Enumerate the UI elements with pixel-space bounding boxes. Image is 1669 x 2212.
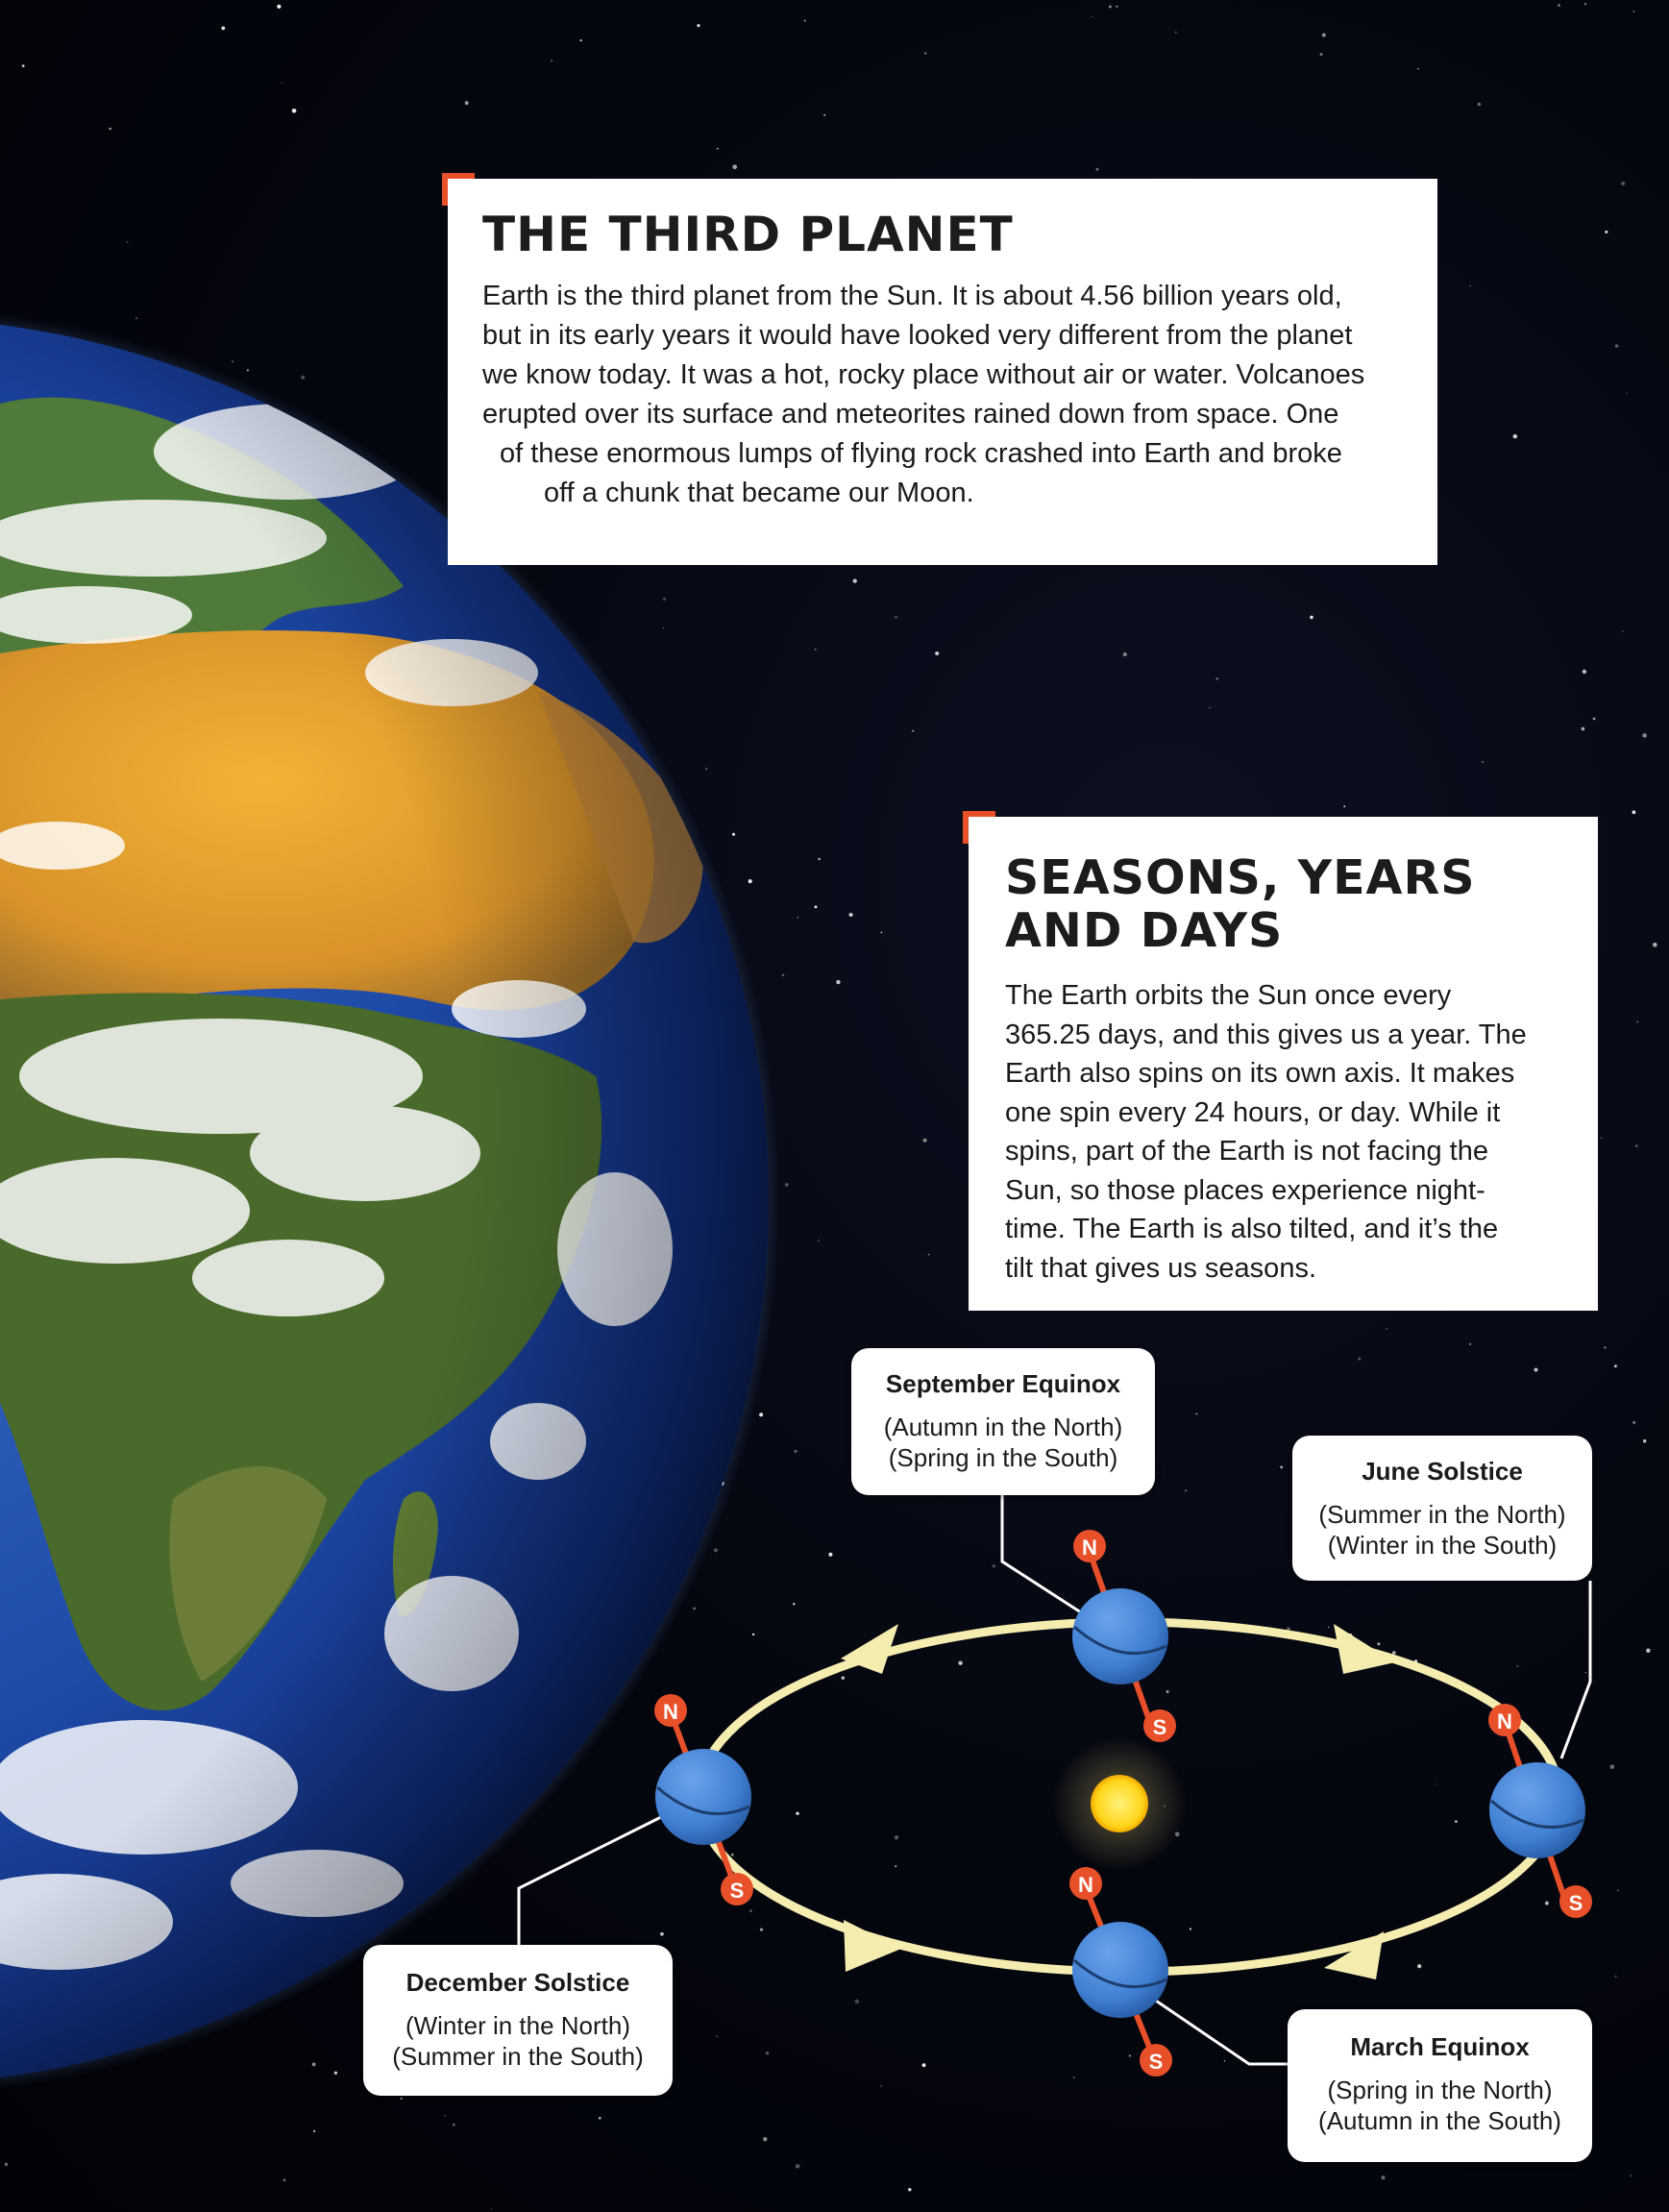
label-north: (Autumn in the North) — [883, 1413, 1123, 1441]
pole-north-label: N — [1497, 1709, 1512, 1733]
text-line: off a chunk that became our Moon. — [544, 478, 974, 508]
label-june-solstice — [1292, 1436, 1592, 1581]
text-line: one spin every 24 hours, or day. While it — [1005, 1096, 1501, 1128]
text-line: of these enormous lumps of flying rock crashed into Earth and broke — [500, 438, 1342, 469]
pole-south-label: S — [1152, 1715, 1167, 1739]
third-planet-title: THE THIRD PLANET — [482, 207, 1014, 262]
text-line: tilt that gives us seasons. — [1005, 1252, 1316, 1284]
earth-march — [1069, 1867, 1172, 2077]
text-line: but in its early years it would have looked very different from the planet — [482, 320, 1353, 351]
orbit-arrow — [1334, 1624, 1395, 1674]
label-south: (Spring in the South) — [888, 1443, 1118, 1472]
label-north: (Winter in the North) — [405, 2011, 631, 2040]
label-title: June Solstice — [1362, 1457, 1523, 1486]
label-north: (Spring in the North) — [1327, 2076, 1553, 2104]
seasons-title-line: SEASONS, YEARS — [1005, 850, 1476, 905]
label-december-solstice — [363, 1945, 673, 2096]
earth-september — [1072, 1530, 1176, 1742]
orbit-arrow — [1324, 1931, 1384, 1979]
text-line: Earth is the third planet from the Sun. It is about 4.56 billion years old, — [482, 281, 1342, 311]
pole-south-label: S — [1568, 1891, 1583, 1915]
pole-south-label: S — [1148, 2050, 1164, 2074]
label-title: September Equinox — [885, 1369, 1121, 1398]
text-line: Sun, so those places experience night- — [1005, 1174, 1485, 1206]
text-line: time. The Earth is also tilted, and it’s the — [1005, 1214, 1499, 1244]
label-south: (Autumn in the South) — [1318, 2106, 1561, 2135]
text-line: erupted over its surface and meteorites rained down from space. One — [482, 399, 1339, 430]
pole-south-label: S — [729, 1879, 745, 1903]
text-line: spins, part of the Earth is not facing the — [1005, 1136, 1488, 1167]
label-south: (Winter in the South) — [1327, 1531, 1558, 1560]
text-line: Earth also spins on its own axis. It makes — [1005, 1058, 1515, 1089]
pole-north-label: N — [663, 1700, 678, 1724]
label-north: (Summer in the North) — [1318, 1500, 1566, 1529]
text-line: The Earth orbits the Sun once every — [1005, 980, 1452, 1011]
pole-north-label: N — [1078, 1873, 1093, 1897]
text-line: 365.25 days, and this gives us a year. The — [1005, 1019, 1527, 1050]
seasons-title-line: AND DAYS — [1005, 903, 1284, 958]
label-september-equinox — [851, 1348, 1155, 1495]
sun — [1091, 1775, 1148, 1832]
label-title: December Solstice — [405, 1968, 630, 1997]
orbit-arrow — [844, 1920, 901, 1972]
label-title: March Equinox — [1350, 2032, 1530, 2061]
label-march-equinox — [1288, 2009, 1592, 2162]
text-line: we know today. It was a hot, rocky place without air or water. Volcanoes — [482, 359, 1365, 390]
label-south: (Summer in the South) — [392, 2042, 644, 2071]
pole-north-label: N — [1082, 1536, 1097, 1560]
